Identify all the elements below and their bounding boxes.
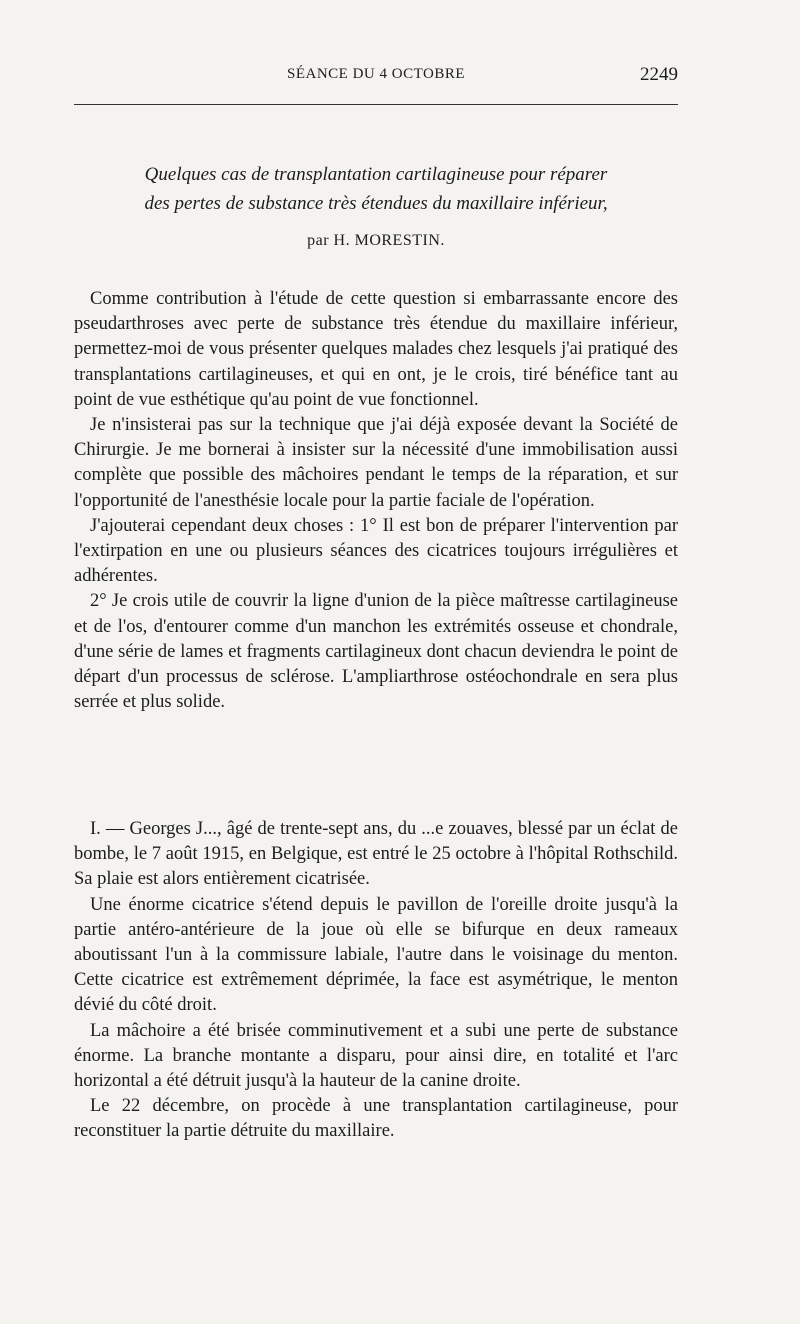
page-header [74, 66, 678, 96]
paragraph: Le 22 décembre, on procède à une transplantation cartilagineuse, pour reconstituer la partie détruite du maxillaire. [74, 1096, 678, 1142]
paragraph: La mâchoire a été brisée comminutivement et a subi une perte de substance énorme. La branche montante a disparu, pour ainsi dire, en totalité et l'arc horizontal a été détruit jusqu'à la hauteur de la canine droite. [74, 1020, 678, 1092]
article-title-line-1: Quelques cas de transplantation cartilagineuse pour réparer [144, 164, 608, 185]
page-number: 2249 [640, 64, 678, 85]
paragraph: I. — Georges J..., âgé de trente-sept ans, du ...e zouaves, blessé par un éclat de bombe, le 7 août 1915, en Belgique, est entré le 25 octobre à l'hôpital Rothschild. Sa plaie est alors entièrement cicatrisée. [74, 819, 678, 890]
paragraph: Comme contribution à l'étude de cette question si embarrassante encore des pseudarthroses avec perte de substance très étendue du maxillaire inférieur, permettez-moi de vous présenter quelques malades chez lesquels j'ai pratiqué des transplantations cartilagineuses, et qui en ont, je le crois, tiré bénéfice tant au point de vue esthétique qu'au point de vue fonctionnel. [74, 289, 678, 410]
introduction-section [74, 287, 678, 715]
running-title: SÉANCE DU 4 OCTOBRE [287, 66, 465, 82]
paragraph: Une énorme cicatrice s'étend depuis le pavillon de l'oreille droite jusqu'à la partie antéro-antérieure de la joue où elle se bifurque en deux rameaux aboutissant l'un à la commissure labiale, l'autre dans le voisinage du menton. Cette cicatrice est extrêmement déprimée, la face est asymétrique, le menton dévié du côté droit. [74, 894, 678, 1016]
header-rule [74, 104, 678, 105]
paragraph: J'ajouterai cependant deux choses : 1° Il est bon de préparer l'intervention par l'extirpation en une ou plusieurs séances des cicatrices toujours irrégulières et adhérentes. [74, 515, 678, 587]
paragraph: Je n'insisterai pas sur la technique que j'ai déjà exposée devant la Société de Chirurgie. Je me bornerai à insister sur la nécessité d'une immobilisation aussi complète que possible des mâchoires pendant le temps de la réparation, et sur l'opportunité de l'anesthésie locale pour la partie faciale de l'opération. [74, 415, 678, 511]
paragraph: 2° Je crois utile de couvrir la ligne d'union de la pièce maîtresse cartilagineuse et de l'os, d'entourer comme d'un manchon les extrémités osseuse et chondrale, d'une série de lames et fragments cartilagineux dont chacun deviendra le point de départ d'un processus de sclérose. L'ampliarthrose ostéochondrale en sera plus serrée et plus solide. [74, 591, 678, 713]
author-line: par H. MORESTIN. [307, 232, 445, 249]
article-title-line-2: des pertes de substance très étendues du maxillaire inférieur, [144, 193, 608, 214]
case-section [74, 817, 678, 1145]
article-title [74, 160, 678, 218]
